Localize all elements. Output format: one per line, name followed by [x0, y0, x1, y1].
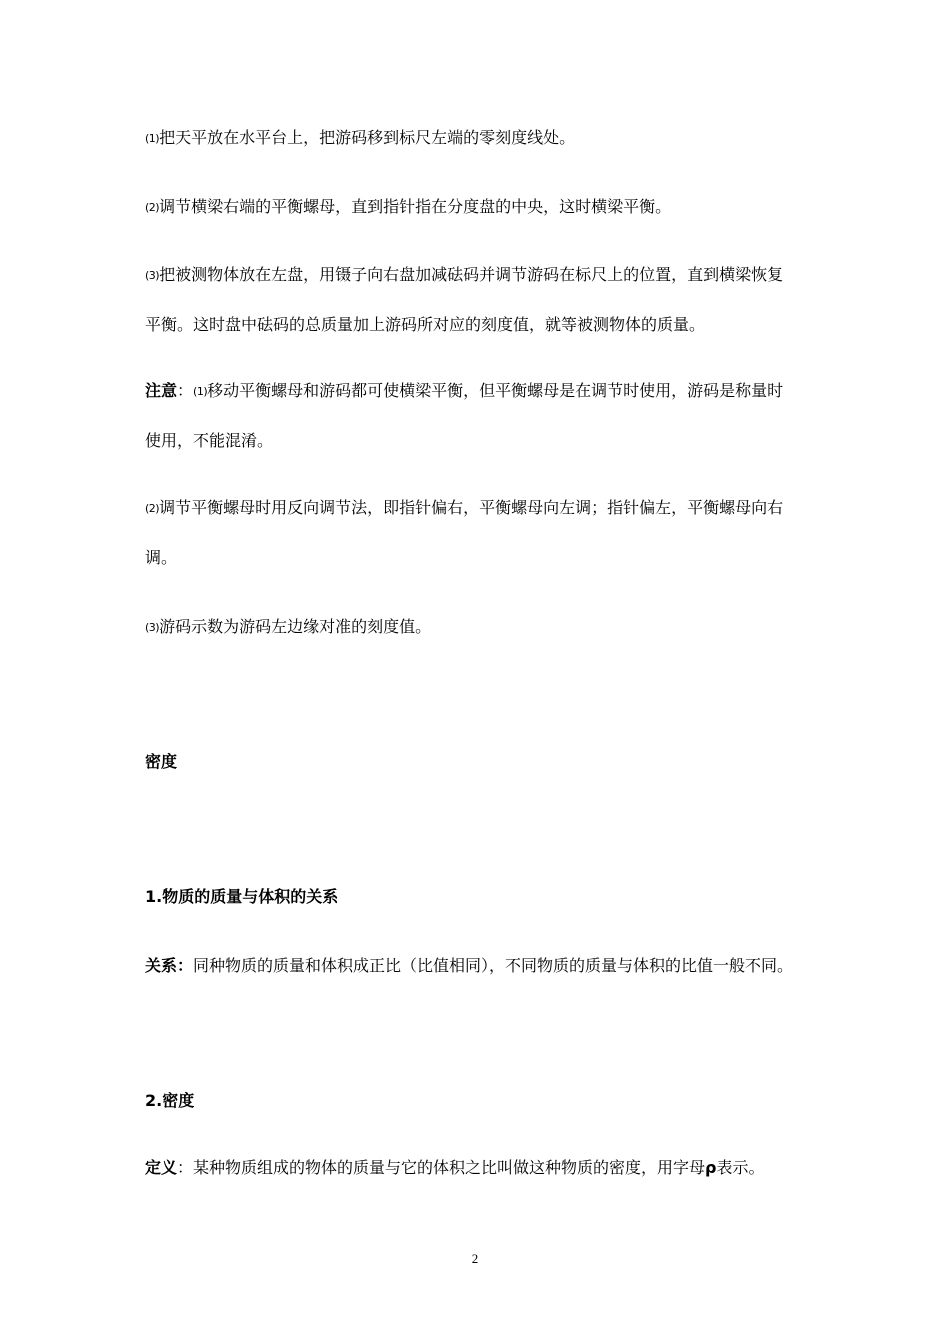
note-2: [145, 498, 783, 519]
note-label: 注意: [145, 381, 178, 400]
definition-text-end: 表示。: [716, 1158, 765, 1177]
definition-text: 某种物质组成的物体的质量与它的体积之比叫做这种物质的密度，用字母: [193, 1158, 706, 1177]
step-2: [145, 197, 671, 218]
step-2-number: (2): [145, 201, 160, 214]
page-number: 2: [471, 1251, 479, 1266]
step-3-text: 把被测物体放在左盘，用镊子向右盘加减砝码并调节游码在标尺上的位置，直到横梁恢复: [159, 265, 784, 284]
note-label-sep: ：: [177, 381, 194, 400]
note-2-continued: 调。: [145, 548, 178, 567]
note-3-text: 游码示数为游码左边缘对准的刻度值。: [159, 617, 432, 636]
step-3-continued: 平衡。这时盘中砝码的总质量加上游码所对应的刻度值，就等被测物体的质量。: [145, 315, 706, 334]
subsection-1-heading: 1.物质的质量与体积的关系: [145, 887, 339, 906]
note-1-continued: 使用，不能混淆。: [145, 431, 274, 450]
note-1-text: 移动平衡螺母和游码都可使横梁平衡，但平衡螺母是在调节时使用，游码是称量时: [207, 381, 784, 400]
rho-symbol: ρ: [705, 1158, 717, 1177]
step-1: [145, 128, 575, 149]
step-2-text: 调节横梁右端的平衡螺母，直到指针指在分度盘的中央，这时横梁平衡。: [159, 197, 672, 216]
note-1: [145, 381, 783, 402]
step-1-number: (1): [145, 132, 160, 145]
definition-label: 定义: [145, 1158, 178, 1177]
note-3: [145, 617, 431, 638]
relation-paragraph: [145, 956, 793, 976]
note-3-number: (3): [145, 621, 160, 634]
relation-label: 关系：: [145, 956, 194, 975]
note-1-number: (1): [193, 385, 208, 398]
step-3-number: (3): [145, 269, 160, 282]
subsection-2-heading: 2.密度: [145, 1091, 195, 1110]
step-1-text: 把天平放在水平台上，把游码移到标尺左端的零刻度线处。: [159, 128, 576, 147]
note-2-text: 调节平衡螺母时用反向调节法，即指针偏右，平衡螺母向左调；指针偏左，平衡螺母向右: [159, 498, 784, 517]
relation-text: 同种物质的质量和体积成正比（比值相同），不同物质的质量与体积的比值一般不同。: [193, 956, 794, 975]
step-3: [145, 265, 783, 286]
note-2-number: (2): [145, 502, 160, 515]
definition-label-sep: ：: [177, 1158, 194, 1177]
definition-paragraph: [145, 1158, 765, 1178]
density-heading: 密度: [145, 752, 178, 771]
